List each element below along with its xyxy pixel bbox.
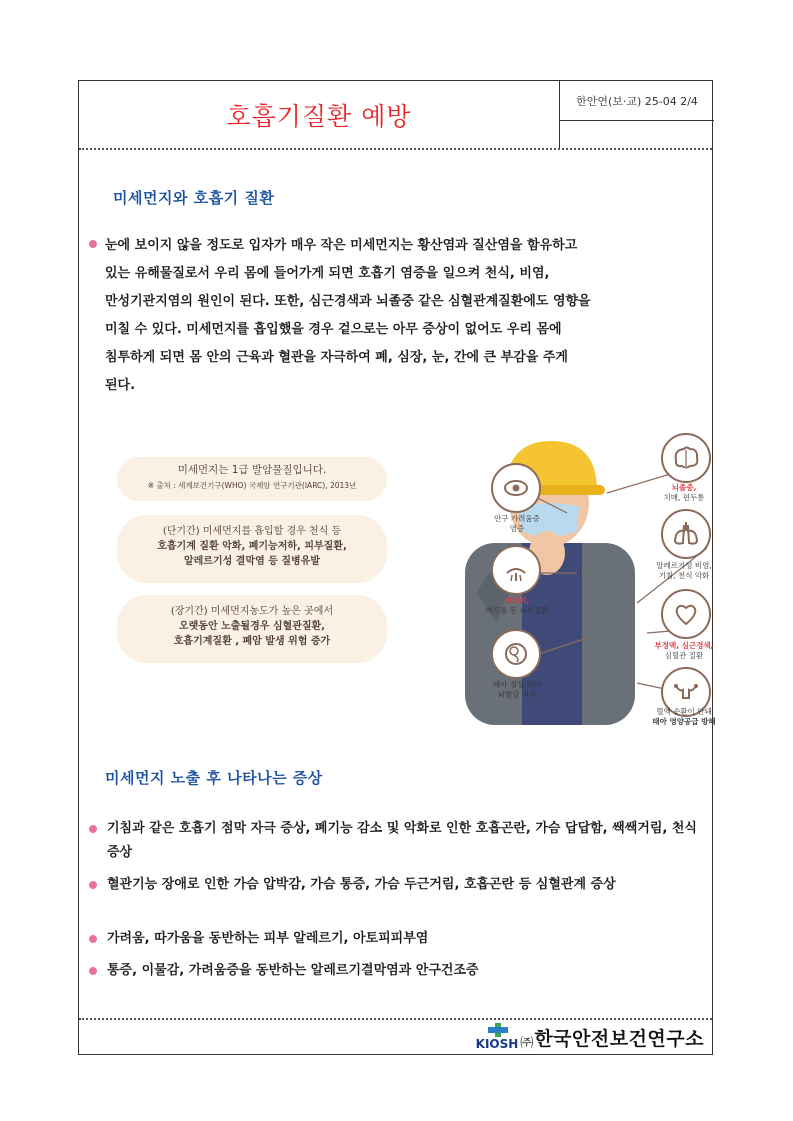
page-title: 호흡기질환 예방 bbox=[226, 101, 412, 131]
section1-title: 미세먼지와 호흡기 질환 bbox=[113, 189, 275, 207]
kiosh-logo bbox=[476, 1019, 704, 1051]
organ-label-uterus: 혈액 순환이 안돼 태아 영양공급 방해 bbox=[652, 707, 716, 726]
paragraph-line: 침투하게 되면 몸 안의 근육과 혈관을 자극하여 폐, 심장, 눈, 간에 큰 부감을 주게 bbox=[105, 350, 568, 365]
heart-icon bbox=[661, 589, 711, 639]
section1-paragraph bbox=[89, 232, 709, 400]
org-prefix: ㈜ bbox=[520, 1036, 534, 1051]
logo-cross-icon bbox=[486, 1023, 510, 1037]
page-frame bbox=[78, 80, 716, 1055]
connector-lines bbox=[117, 433, 707, 725]
symptom-item: 통증, 이물감, 가려움증을 동반하는 알레르기결막염과 안구건조증 bbox=[89, 959, 699, 983]
organ-label-fetus: 태아 성장 저하 뇌발달 저하 bbox=[492, 680, 542, 699]
info-pill-carcinogen: 미세먼지는 1급 발암물질입니다. ※ 출처 : 세계보건기구(WHO) 국제암 연구기관(IARC), 2013년 bbox=[117, 457, 387, 501]
paragraph-line: 눈에 보이지 않을 정도로 입자가 매우 작은 미세먼지는 황산염과 질산염을 함유하고 bbox=[89, 232, 709, 260]
eye-icon bbox=[491, 463, 541, 513]
header-divider bbox=[559, 121, 560, 148]
fine-dust-illustration bbox=[117, 433, 716, 726]
info-pill-long-term: (장기간) 미세먼지농도가 높은 곳에서 오랫동안 노출될경우 심혈관질환, 호흡기계질환 , 폐암 발생 위험 증가 bbox=[117, 595, 387, 663]
section2-title: 미세먼지 노출 후 나타나는 증상 bbox=[105, 769, 323, 787]
bullet-icon bbox=[89, 935, 97, 943]
document-number: 한안연(보·교) 25-04 2/4 bbox=[559, 81, 714, 121]
paragraph-line: 만성기관지염의 원인이 된다. 또한, 심근경색과 뇌졸중 같은 심혈관계질환에도 영향을 bbox=[105, 294, 591, 309]
organ-label-eye: 안구 가려움증 염증 bbox=[494, 514, 540, 533]
info-pill-short-term: (단기간) 미세먼지를 흡입할 경우 천식 등 호흡기계 질환 악화, 폐기능저하, 피부질환, 알레르기성 결막염 등 질병유발 bbox=[117, 515, 387, 583]
organ-label-skin: 아토피, 여드름 등 피부질환 bbox=[485, 596, 549, 615]
lungs-icon bbox=[661, 509, 711, 559]
skin-icon bbox=[491, 545, 541, 595]
organ-label-brain: 뇌졸중, 치매, 편두통 bbox=[663, 483, 705, 502]
brain-icon bbox=[661, 433, 711, 483]
fetus-icon bbox=[491, 629, 541, 679]
bullet-icon bbox=[89, 825, 97, 833]
org-name: 한국안전보건연구소 bbox=[534, 1028, 704, 1050]
organ-label-lungs: 알레르기성 비염, 기침, 천식 악화 bbox=[656, 561, 712, 580]
symptom-item: 기침과 같은 호흡기 점막 자극 증상, 폐기능 감소 및 악화로 인한 호흡곤란, 가슴 답답함, 쌕쌕거림, 천식 증상 bbox=[89, 817, 699, 865]
symptom-item: 혈관기능 장애로 인한 가슴 압박감, 가슴 통증, 가슴 두근거림, 호흡곤란 등 심혈관계 증상 bbox=[89, 873, 699, 897]
paragraph-line: 미칠 수 있다. 미세먼지를 흡입했을 경우 겉으로는 아무 증상이 없어도 우리 몸에 bbox=[105, 322, 562, 337]
kiosh-logo-mark: KIOSH bbox=[476, 1037, 519, 1051]
header bbox=[79, 81, 712, 150]
bullet-icon bbox=[89, 881, 97, 889]
bullet-icon bbox=[89, 967, 97, 975]
paragraph-line: 있는 유해물질로서 우리 몸에 들어가게 되면 호흡기 염증을 일으켜 천식, 비염, bbox=[105, 266, 550, 281]
paragraph-line: 된다. bbox=[105, 378, 136, 393]
symptom-item: 가려움, 따가움을 동반하는 피부 알레르기, 아토피피부염 bbox=[89, 927, 699, 951]
bullet-icon bbox=[89, 240, 97, 248]
organ-label-heart: 부정맥, 심근경색, 심혈관 질환 bbox=[654, 641, 714, 660]
